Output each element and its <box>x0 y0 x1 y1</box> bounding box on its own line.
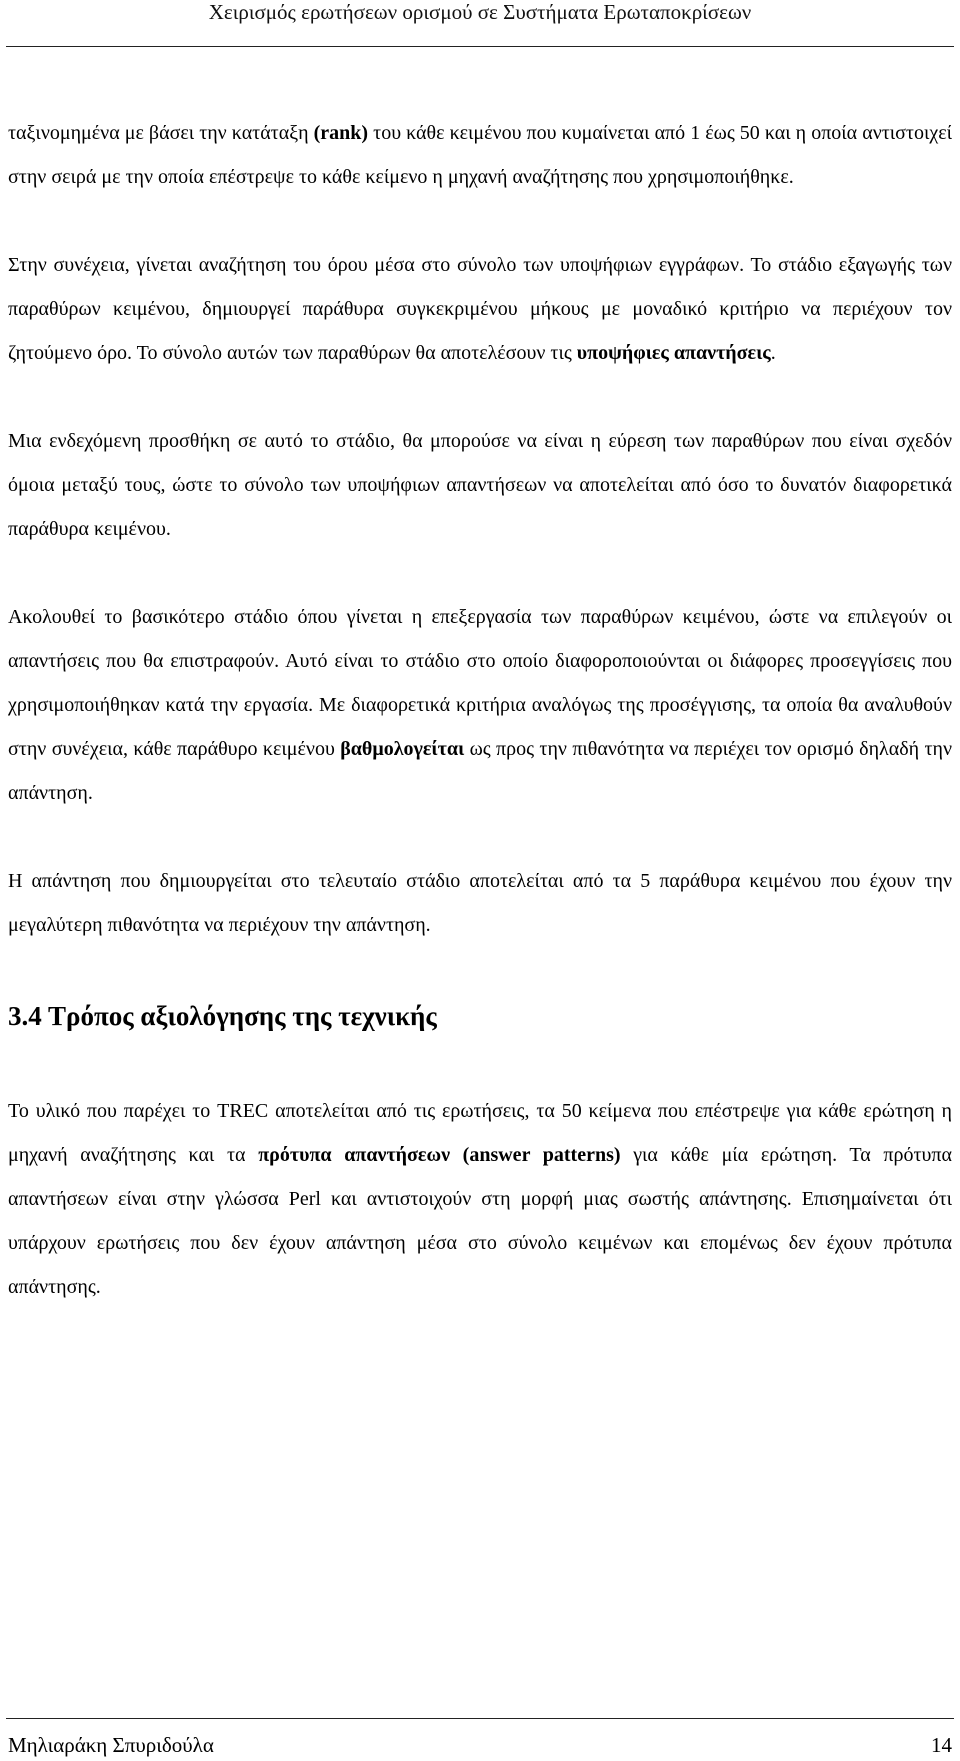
header-rule <box>6 46 954 47</box>
section-heading: 3.4 Τρόπος αξιολόγησης της τεχνικής <box>8 1001 437 1031</box>
paragraph-text: Ακολουθεί το βασικότερο στάδιο όπου γίνεται η επεξεργασία των παραθύρων κειμένου, ώστε να επιλεγούν οι απαντήσεις που θα επιστραφούν. Αυτό είναι το στάδιο στο οποίο διαφοροποιούνται οι διάφορες προσεγγίσεις που χρησιμοποιήθηκαν κατά την εργασία. Με διαφορετικά κριτήρια αναλόγως της προσέγγισης, τα οποία θα αναλυθούν στην συνέχεια, κάθε παράθυρο κειμένου <box>8 606 952 760</box>
paragraph-search <box>8 243 952 375</box>
paragraph-text: για κάθε μία ερώτηση. Τα πρότυπα απαντήσεων είναι στην γλώσσα Perl και αντιστοιχούν στη μορφή μιας σωστής απάντησης. Επισημαίνεται ότι υπάρχουν ερωτήσεις που δεν έχουν απάντηση μέσα στο σύνολο κειμένων και επομένως δεν έχουν πρότυπα απάντησης. <box>8 1144 953 1298</box>
footer-author: Μηλιαράκη Σπυριδούλα <box>8 1733 214 1757</box>
bold-term-patterns: πρότυπα απαντήσεων (answer patterns) <box>258 1144 621 1166</box>
bold-term-scored: βαθμολογείται <box>340 738 465 760</box>
footer-rule <box>6 1718 954 1719</box>
paragraph-text: του κάθε κειμένου που κυμαίνεται από 1 έως 50 και η οποία αντιστοιχεί στην σειρά με την οποία επέστρεψε το κάθε κείμενο η μηχανή αναζήτησης που χρησιμοποιήθηκε. <box>8 122 953 188</box>
paragraph-text: . <box>770 342 776 364</box>
paragraph-extension: Μια ενδεχόμενη προσθήκη σε αυτό το στάδιο, θα μπορούσε να είναι η εύρεση των παραθύρων που είναι σχεδόν όμοια μεταξύ τους, ώστε το σύνολο των υποψήφιων απαντήσεων να αποτελείται από όσο το δυνατόν διαφορετικά παράθυρα κειμένου. <box>8 430 952 540</box>
page-number: 14 <box>931 1733 952 1757</box>
paragraph-evaluation <box>8 1089 952 1309</box>
document-body <box>8 111 952 1353</box>
paragraph-text: Στην συνέχεια, γίνεται αναζήτηση του όρου μέσα στο σύνολο των υποψήφιων εγγράφων. Το στάδιο εξαγωγής των παραθύρων κειμένου, δημιουργεί παράθυρα συγκεκριμένου μήκους με μοναδικό κριτήριο να περιέχουν τον ζητούμενο όρο. Το σύνολο αυτών των παραθύρων θα αποτελέσουν τις <box>8 254 952 364</box>
paragraph-answer: Η απάντηση που δημιουργείται στο τελευταίο στάδιο αποτελείται από τα 5 παράθυρα κειμένου που έχουν την μεγαλύτερη πιθανότητα να περιέχουν την απάντηση. <box>8 870 952 936</box>
bold-term-rank: (rank) <box>313 122 369 144</box>
paragraph-text: Το υλικό που παρέχει το TREC αποτελείται από τις ερωτήσεις, τα 50 κείμενα που επέστρεψε για κάθε ερώτηση η μηχανή αναζήτησης και τα <box>8 1100 952 1166</box>
paragraph-processing <box>8 595 952 815</box>
bold-term-candidates: υποψήφιες απαντήσεις <box>576 342 771 364</box>
paragraph-rank <box>8 111 952 199</box>
running-header: Χειρισμός ερωτήσεων ορισμού σε Συστήματα Ερωταποκρίσεων <box>208 0 752 24</box>
paragraph-text: ταξινομημένα με βάσει την κατάταξη <box>8 122 309 144</box>
paragraph-text: ως προς την πιθανότητα να περιέχει τον ορισμό δηλαδή την απάντηση. <box>8 738 953 804</box>
